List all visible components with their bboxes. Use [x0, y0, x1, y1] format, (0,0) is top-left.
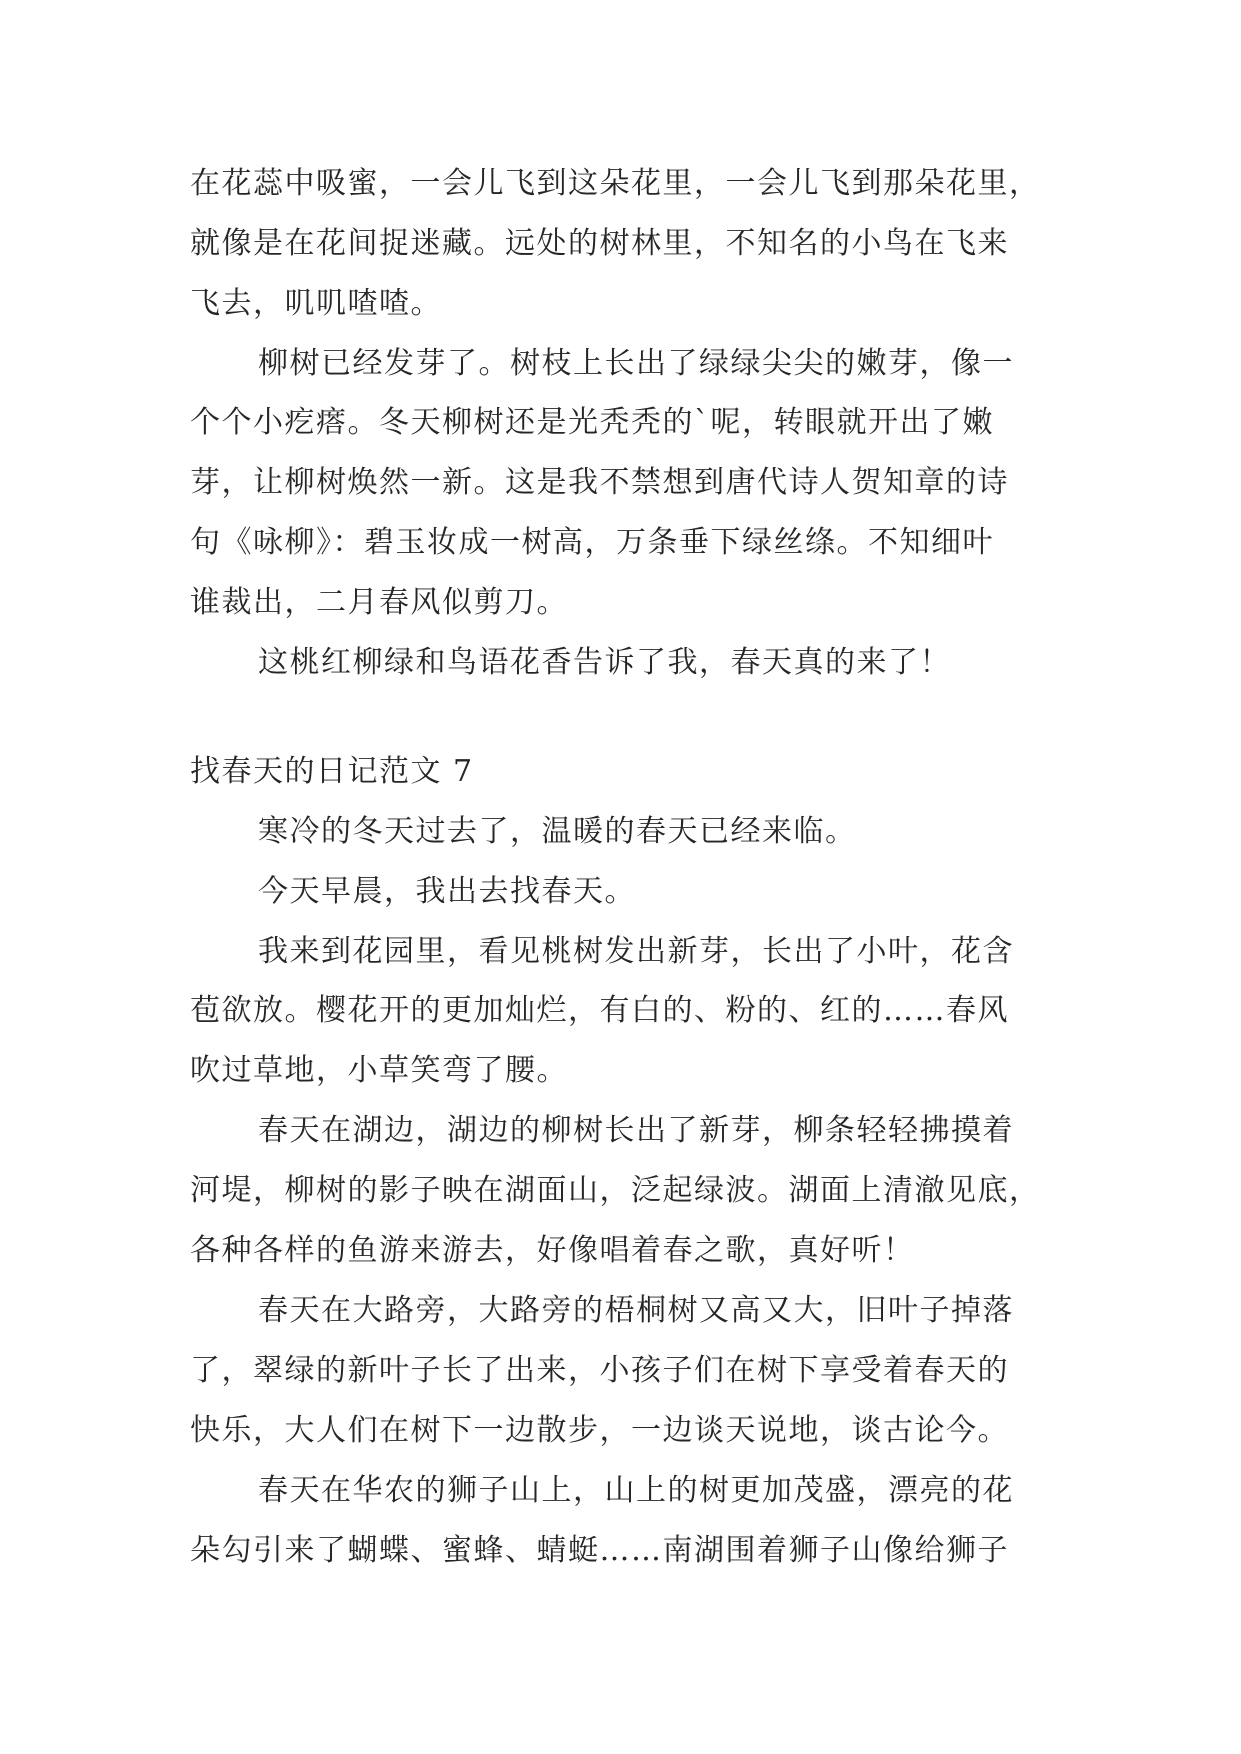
text-line: 吹过草地，小草笑弯了腰。 [190, 1053, 568, 1088]
paragraph-first-line: 柳树已经发芽了。树枝上长出了绿绿尖尖的嫩芽，像一 [258, 346, 1014, 381]
paragraph-first-line: 我来到花园里，看见桃树发出新芽，长出了小叶，花含 [258, 934, 1014, 969]
section-title: 找春天的日记范文 7 [190, 754, 474, 789]
paragraph-first-line: 这桃红柳绿和鸟语花香告诉了我，春天真的来了！ [258, 645, 951, 680]
text-line: 在花蕊中吸蜜，一会儿飞到这朵花里，一会儿飞到那朵花里， [190, 166, 1041, 201]
text-line: 各种各样的鱼游来游去，好像唱着春之歌，真好听！ [190, 1233, 915, 1268]
text-line: 句《咏柳》：碧玉妆成一树高，万条垂下绿丝绦。不知细叶 [190, 525, 994, 560]
paragraph-first-line: 春天在华农的狮子山上，山上的树更加茂盛，漂亮的花 [258, 1473, 1014, 1508]
text-line: 个个小疙瘩。冬天柳树还是光秃秃的`呢，转眼就开出了嫩 [190, 405, 994, 440]
text-line: 谁裁出，二月春风似剪刀。 [190, 585, 568, 620]
paragraph-first-line: 寒冷的冬天过去了，温暖的春天已经来临。 [258, 814, 857, 849]
paragraph-first-line: 今天早晨，我出去找春天。 [258, 874, 636, 909]
text-line: 芽，让柳树焕然一新。这是我不禁想到唐代诗人贺知章的诗 [190, 465, 1009, 500]
text-line: 苞欲放。樱花开的更加灿烂，有白的、粉的、红的……春风 [190, 993, 1009, 1028]
text-line: 了，翠绿的新叶子长了出来，小孩子们在树下享受着春天的 [190, 1353, 1009, 1388]
text-line: 快乐，大人们在树下一边散步，一边谈天说地，谈古论今。 [190, 1413, 1009, 1448]
text-line: 飞去，叽叽喳喳。 [190, 286, 442, 321]
paragraph-first-line: 春天在大路旁，大路旁的梧桐树又高又大，旧叶子掉落 [258, 1293, 1014, 1328]
text-line: 河堤，柳树的影子映在湖面山，泛起绿波。湖面上清澈见底， [190, 1173, 1041, 1208]
text-line: 就像是在花间捉迷藏。远处的树林里，不知名的小鸟在飞来 [190, 226, 1009, 261]
paragraph-first-line: 春天在湖边，湖边的柳树长出了新芽，柳条轻轻拂摸着 [258, 1113, 1014, 1148]
text-line: 朵勾引来了蝴蝶、蜜蜂、蜻蜓……南湖围着狮子山像给狮子 [190, 1533, 1009, 1568]
